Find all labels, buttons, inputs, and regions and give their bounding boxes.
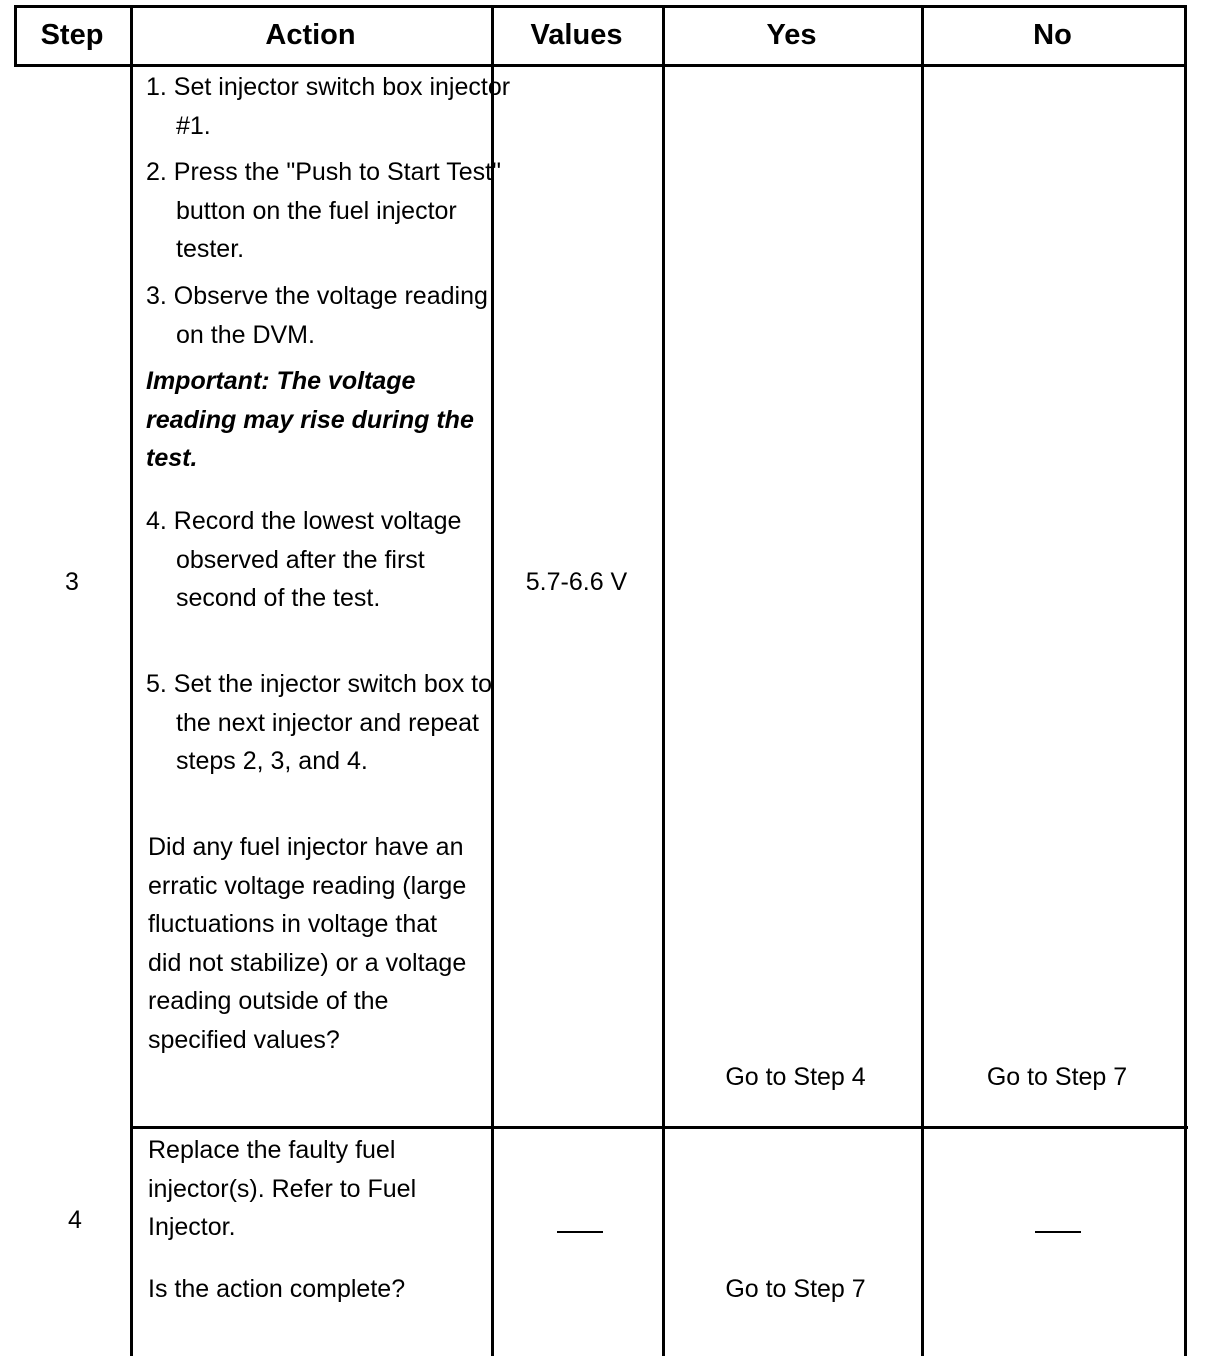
yes-link[interactable]: Go to Step 7 [725,1275,866,1303]
action-item: 1. Set injector switch box injector #1. [146,73,511,140]
step-number: 3 [65,568,79,596]
table-right-border [1184,5,1187,1356]
no-empty-dash [1035,1231,1081,1233]
row-divider [130,1126,1188,1129]
header-action: Action [265,19,356,51]
action-text: Replace the faulty fuel injector(s). Refer to Fuel Injector. [148,1136,417,1241]
column-divider [921,5,924,1356]
column-divider [130,5,133,1356]
values-empty-dash [557,1231,603,1233]
question-text: Is the action complete? [148,1275,406,1303]
column-divider [662,5,665,1356]
step-number: 4 [68,1206,82,1234]
header-step: Step [40,19,104,51]
action-item: 2. Press the "Push to Start Test" button on the fuel injector tester. [146,158,501,263]
important-note: Important: The voltage reading may rise during the test. [146,367,474,472]
no-link[interactable]: Go to Step 7 [986,1063,1128,1091]
header-no: No [1033,19,1072,51]
values-text: 5.7-6.6 V [525,568,628,596]
action-item: 3. Observe the voltage reading on the DVM. [146,282,488,349]
action-item: 4. Record the lowest voltage observed after the first second of the test. [146,507,462,612]
action-item: 5. Set the injector switch box to the next injector and repeat steps 2, 3, and 4. [146,670,493,775]
header-values: Values [530,19,623,51]
question-text: Did any fuel injector have an erratic voltage reading (large fluctuations in voltage that did not stabilize) or a voltage reading outside of the specified values? [148,833,467,1054]
header-yes: Yes [766,19,817,51]
yes-link[interactable]: Go to Step 4 [725,1063,866,1091]
